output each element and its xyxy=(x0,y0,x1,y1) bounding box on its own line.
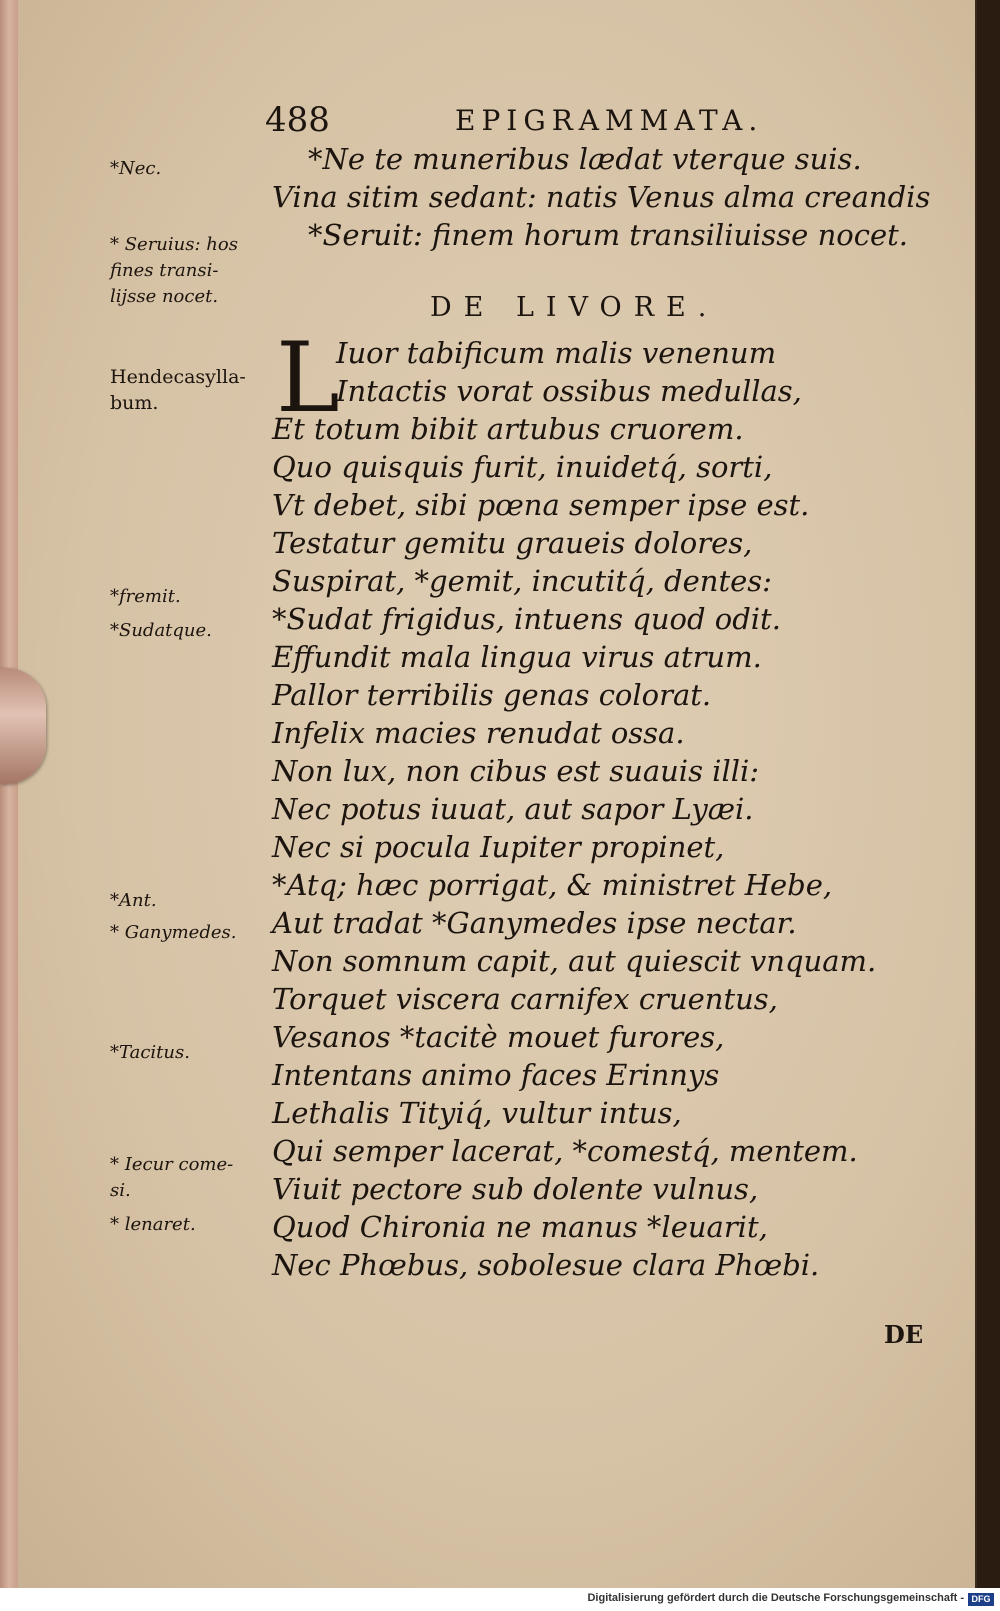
margin-note-line: bum. xyxy=(110,392,159,414)
margin-note-ant: *Ant. xyxy=(110,890,157,911)
poem-line: Qui semper lacerat, *comestq́, mentem. xyxy=(272,1134,858,1168)
poem-line: Nec si pocula Iupiter propinet, xyxy=(272,830,725,864)
poem-lines xyxy=(272,334,876,1284)
margin-note-line: lijsse nocet. xyxy=(110,286,219,307)
poem-line: Pallor terribilis genas colorat. xyxy=(272,678,712,712)
poem-line: Quod Chironia ne manus *leuarit, xyxy=(272,1210,768,1244)
poem-line: Viuit pectore sub dolente vulnus, xyxy=(272,1172,759,1206)
running-head: EPIGRAMMATA. xyxy=(455,104,764,137)
poem-line: Aut tradat *Ganymedes ipse nectar. xyxy=(272,906,797,940)
poem-line: Nec Phœbus, sobolesue clara Phœbi. xyxy=(272,1248,820,1282)
page-number: 488 xyxy=(265,100,330,140)
page-header xyxy=(265,100,805,140)
poem-line: Lethalis Tityiq́, vultur intus, xyxy=(272,1096,682,1130)
poem-title: DE LIVORE. xyxy=(430,292,719,323)
margin-note-ganymedes: * Ganymedes. xyxy=(110,922,237,943)
poem-line: Non somnum capit, aut quiescit vnquam. xyxy=(272,944,877,978)
margin-note-nec: *Nec. xyxy=(110,158,162,179)
poem-line: Et totum bibit artubus cruorem. xyxy=(272,412,744,446)
poem-line: *Atq; hæc porrigat, & ministret Hebe, xyxy=(272,868,833,902)
poem-line: Vt debet, sibi pœna semper ipse est. xyxy=(272,488,810,522)
margin-note-tacitus: *Tacitus. xyxy=(110,1042,190,1063)
poem-line: Infelix macies renudat ossa. xyxy=(272,716,685,750)
margin-note-hendecasyllabum xyxy=(110,364,270,416)
verse-line: *Ne te muneribus lædat vterque suis. xyxy=(308,142,862,176)
poem-line: Testatur gemitu graueis dolores, xyxy=(272,526,753,560)
margin-note-line: Hendecasylla- xyxy=(110,366,246,388)
margin-note-sudat: *Sudatque. xyxy=(110,620,212,641)
poem-line: Iuor tabificum malis venenum xyxy=(336,336,777,370)
margin-note-lenaret: * lenaret. xyxy=(110,1214,196,1235)
margin-note-fremit: *fremit. xyxy=(110,586,181,607)
poem-line: Torquet viscera carnifex cruentus, xyxy=(272,982,778,1016)
bookmark-tab xyxy=(0,668,46,784)
margin-note-seruius xyxy=(110,232,270,310)
drop-cap: L xyxy=(276,322,340,434)
margin-note-line: si. xyxy=(110,1180,131,1201)
poem-line: Effundit mala lingua virus atrum. xyxy=(272,640,762,674)
verse-top xyxy=(272,140,930,254)
margin-note-line: * Iecur come- xyxy=(110,1154,234,1175)
dfg-logo: DFG xyxy=(968,1593,994,1606)
poem-line: Vesanos *tacitè mouet furores, xyxy=(272,1020,725,1054)
verse-line: Vina sitim sedant: natis Venus alma creandis xyxy=(272,180,931,214)
poem-line: Suspirat, *gemit, incutitq́, dentes: xyxy=(272,564,772,598)
verse-line: *Seruit: finem horum transiliuisse nocet. xyxy=(308,218,908,252)
poem-line: Non lux, non cibus est suauis illi: xyxy=(272,754,760,788)
footer-bar xyxy=(0,1588,1000,1611)
margin-note-line: * Seruius: hos xyxy=(110,234,238,255)
poem-line: Nec potus iuuat, aut sapor Lyæi. xyxy=(272,792,754,826)
poem-line: Quo quisquis furit, inuidetq́, sorti, xyxy=(272,450,773,484)
margin-note-iecur xyxy=(110,1152,270,1204)
page-edge xyxy=(0,0,18,1588)
poem-line: Intactis vorat ossibus medullas, xyxy=(336,374,802,408)
poem-line: *Sudat frigidus, intuens quod odit. xyxy=(272,602,781,636)
poem-line: Intentans animo faces Erinnys xyxy=(272,1058,720,1092)
margin-note-line: fines transi- xyxy=(110,260,219,281)
catchword: DE xyxy=(884,1320,924,1349)
funding-credit: Digitalisierung gefördert durch die Deutsche Forschungsgemeinschaft - xyxy=(587,1592,964,1604)
